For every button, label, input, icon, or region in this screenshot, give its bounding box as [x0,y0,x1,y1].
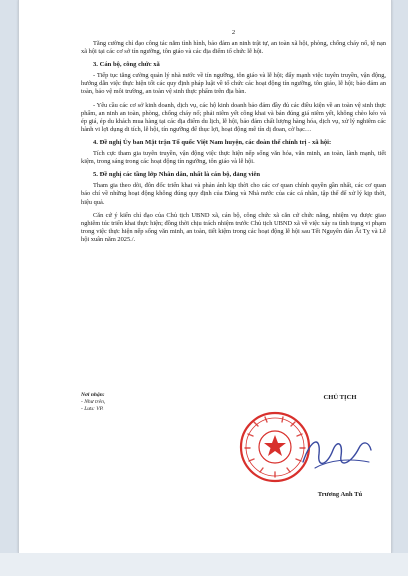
viewer-bottom-strip [0,553,408,576]
signer-name: Trương Anh Tú [317,491,363,498]
signature-area [81,392,386,512]
section-5-heading: 5. Đề nghị các tầng lớp Nhân dân, nhất là cán bộ, đảng viên [93,171,261,179]
document-page [18,0,392,553]
recipients-title: Nơi nhận: [81,392,105,398]
recipient-item: - Như trên, [81,399,106,405]
page-number: 2 [231,29,236,36]
section-3-paragraph-2: - Yêu cầu các cơ sở kinh doanh, dịch vụ, các hộ kinh doanh bảo đảm đầy đủ các điều kiện về an toàn vệ sinh thực phẩm, an ninh an toàn, phòng, chống cháy nổ; phải niêm yết công khai và bán đúng giá niêm yết, không chèo kéo và ép giá, ép du khách mua hàng tại các địa điểm du lịch, lễ hội, bảo đảm chất lượng hàng hóa, dịch vụ, xử lý nghiêm các hành vi lợi dụng di tích, lễ hội, tín ngưỡng để thục lợi, hoạt động mê tín dị đoan, cờ bạc… [81,101,386,133]
recipient-item: - Lưu: VP. [81,406,104,412]
handwritten-signature-icon [297,428,377,478]
closing-paragraph: Căn cứ ý kiến chỉ đạo của Chủ tịch UBND xã, cán bộ, công chức xã căn cứ chức năng, nhiệm vụ được giao nghiêm túc triển khai thực hiện; đồng thời chịu trách nhiệm trước Chủ tịch UBND xã về việc xảy ra tình trạng vi phạm trong việc thực hiện nếp sống văn minh, an toàn, tiết kiệm trong các hoạt động lễ hội sau Tết Nguyên đán Ất Tỵ và Lễ hội xuân năm 2025./. [81,211,386,243]
recipients-block [81,392,105,413]
section-3-heading: 3. Cán bộ, công chức xã [93,61,160,69]
paragraph-security: Tăng cường chỉ đạo công tác nắm tình hình, bảo đảm an ninh trật tự, an toàn xã hội, phòng, chống cháy nổ, tệ nạn xã hội tại các cơ sở tín ngưỡng, tôn giáo và các địa điểm tổ chức lễ hội. [81,40,386,56]
signer-role: CHỦ TỊCH [323,394,357,401]
section-3-paragraph-1: - Tiếp tục tăng cường quản lý nhà nước về tín ngưỡng, tôn giáo và lễ hội; đẩy mạnh việc tuyên truyền, vận động, hướng dẫn việc thực hiện tốt các quy định pháp luật về tổ chức các hoạt động tín ngưỡng, tôn giáo, lễ hội; bảo đảm an toàn, bảo vệ môi trường, an toàn vệ sinh thực phẩm trên địa bàn. [81,72,386,96]
section-4-heading: 4. Đề nghị Ủy ban Mặt trận Tổ quốc Việt Nam huyện, các đoàn thể chính trị - xã hội: [93,138,332,146]
section-4-paragraph: Tích cực tham gia tuyên truyền, vận động việc thực hiện nếp sống văn hóa, văn minh, an toàn, lành mạnh, tiết kiệm, trong sáng trong các hoạt động tín ngưỡng, tôn giáo và lễ hội. [81,150,386,166]
section-5-paragraph: Tham gia theo dõi, đôn đốc triển khai và phản ánh kịp thời cho các cơ quan chính quyền gần nhất, các cơ quan báo chí về những hoạt động không đúng quy định của Đảng và Nhà nước của các cá nhân, tập thể để xử lý kịp thời, hiệu quả. [81,182,386,206]
